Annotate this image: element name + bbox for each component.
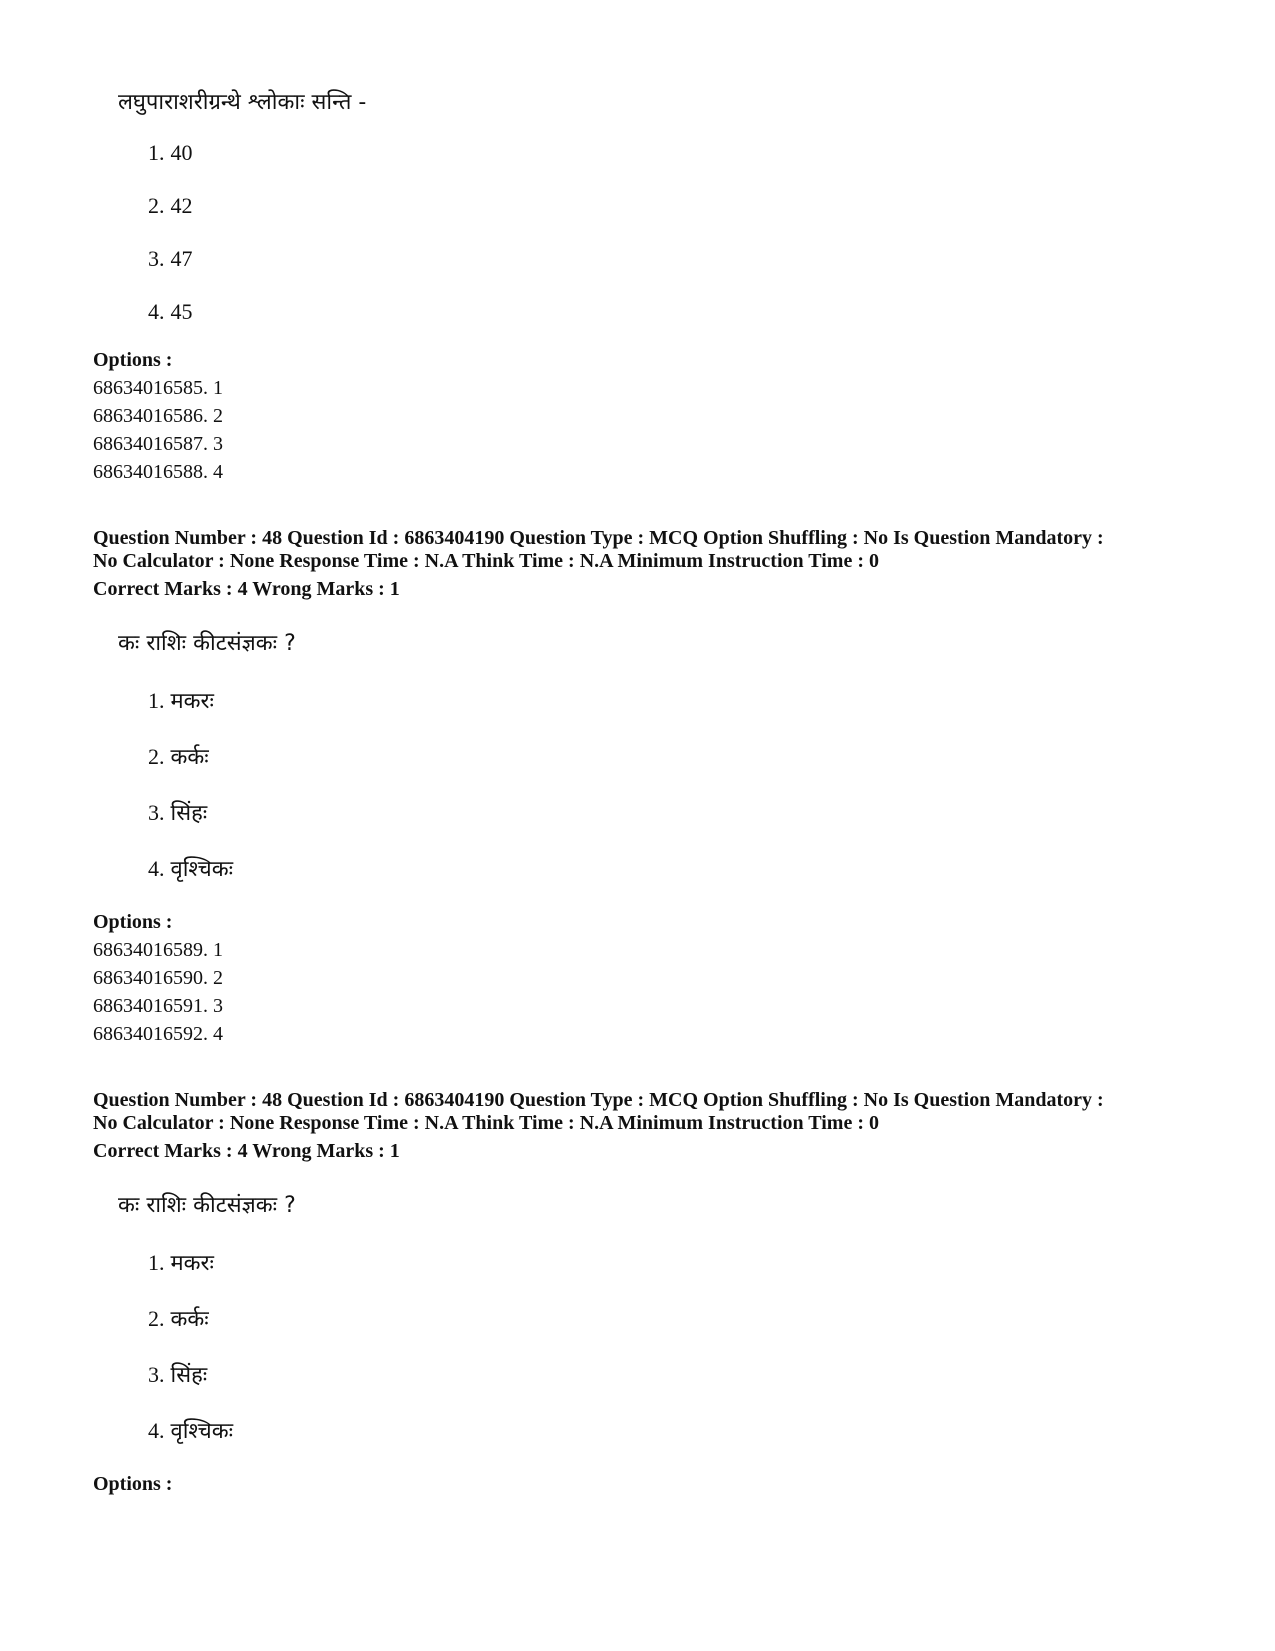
choice-item bbox=[148, 1359, 207, 1389]
choice-number: 1. bbox=[148, 1250, 165, 1275]
option-id-row: 68634016585. 1 bbox=[93, 377, 223, 399]
marks-line: Correct Marks : 4 Wrong Marks : 1 bbox=[93, 1140, 400, 1162]
question-meta bbox=[93, 527, 1104, 573]
question-stem: कः राशिः कीटसंज्ञकः ? bbox=[118, 1193, 296, 1218]
option-id-row: 68634016586. 2 bbox=[93, 405, 223, 427]
marks-line: Correct Marks : 4 Wrong Marks : 1 bbox=[93, 578, 400, 600]
choice-number: 4. bbox=[148, 299, 165, 324]
choice-text: 47 bbox=[170, 246, 193, 271]
choice-number: 4. bbox=[148, 1418, 165, 1443]
choice-number: 1. bbox=[148, 688, 165, 713]
choice-text: 45 bbox=[170, 299, 193, 324]
choice-number: 2. bbox=[148, 744, 165, 769]
choice-text: 40 bbox=[170, 140, 193, 165]
choice-item bbox=[148, 797, 207, 827]
choice-item bbox=[148, 1303, 209, 1333]
choice-text: वृश्चिकः bbox=[170, 1419, 234, 1444]
choice-text: सिंहः bbox=[170, 801, 208, 826]
option-id-row: 68634016591. 3 bbox=[93, 995, 223, 1017]
choice-text: कर्कः bbox=[170, 1307, 209, 1332]
options-label: Options : bbox=[93, 1473, 173, 1495]
options-label: Options : bbox=[93, 349, 173, 371]
option-id-row: 68634016589. 1 bbox=[93, 939, 223, 961]
choice-item bbox=[148, 246, 193, 272]
option-id-row: 68634016590. 2 bbox=[93, 967, 223, 989]
choice-number: 1. bbox=[148, 140, 165, 165]
choice-number: 3. bbox=[148, 1362, 165, 1387]
choice-text: मकरः bbox=[170, 689, 214, 714]
choice-item bbox=[148, 1247, 214, 1277]
choice-item bbox=[148, 853, 233, 883]
question-stem: कः राशिः कीटसंज्ञकः ? bbox=[118, 631, 296, 656]
option-id-row: 68634016587. 3 bbox=[93, 433, 223, 455]
question-meta-line: No Calculator : None Response Time : N.A Think Time : N.A Minimum Instruction Time : 0 bbox=[93, 550, 879, 572]
option-id-row: 68634016588. 4 bbox=[93, 461, 223, 483]
choice-text: मकरः bbox=[170, 1251, 214, 1276]
choice-text: सिंहः bbox=[170, 1363, 208, 1388]
choice-item bbox=[148, 741, 209, 771]
choice-item bbox=[148, 299, 193, 325]
question-meta-line: Question Number : 48 Question Id : 6863404190 Question Type : MCQ Option Shuffling : No Is Question Mandatory : bbox=[93, 527, 1104, 549]
choice-item bbox=[148, 685, 214, 715]
choice-text: वृश्चिकः bbox=[170, 857, 234, 882]
choice-item bbox=[148, 193, 193, 219]
choice-item bbox=[148, 1415, 233, 1445]
choice-number: 3. bbox=[148, 246, 165, 271]
choice-number: 2. bbox=[148, 193, 165, 218]
choice-number: 3. bbox=[148, 800, 165, 825]
choice-text: 42 bbox=[170, 193, 193, 218]
choice-number: 2. bbox=[148, 1306, 165, 1331]
question-meta-line: Question Number : 48 Question Id : 6863404190 Question Type : MCQ Option Shuffling : No Is Question Mandatory : bbox=[93, 1089, 1104, 1111]
choice-text: कर्कः bbox=[170, 745, 209, 770]
options-label: Options : bbox=[93, 911, 173, 933]
question-meta bbox=[93, 1089, 1104, 1135]
question-meta-line: No Calculator : None Response Time : N.A Think Time : N.A Minimum Instruction Time : 0 bbox=[93, 1112, 879, 1134]
option-id-row: 68634016592. 4 bbox=[93, 1023, 223, 1045]
question-stem: लघुपाराशरीग्रन्थे श्लोकाः सन्ति - bbox=[118, 90, 367, 115]
choice-number: 4. bbox=[148, 856, 165, 881]
choice-item bbox=[148, 140, 193, 166]
